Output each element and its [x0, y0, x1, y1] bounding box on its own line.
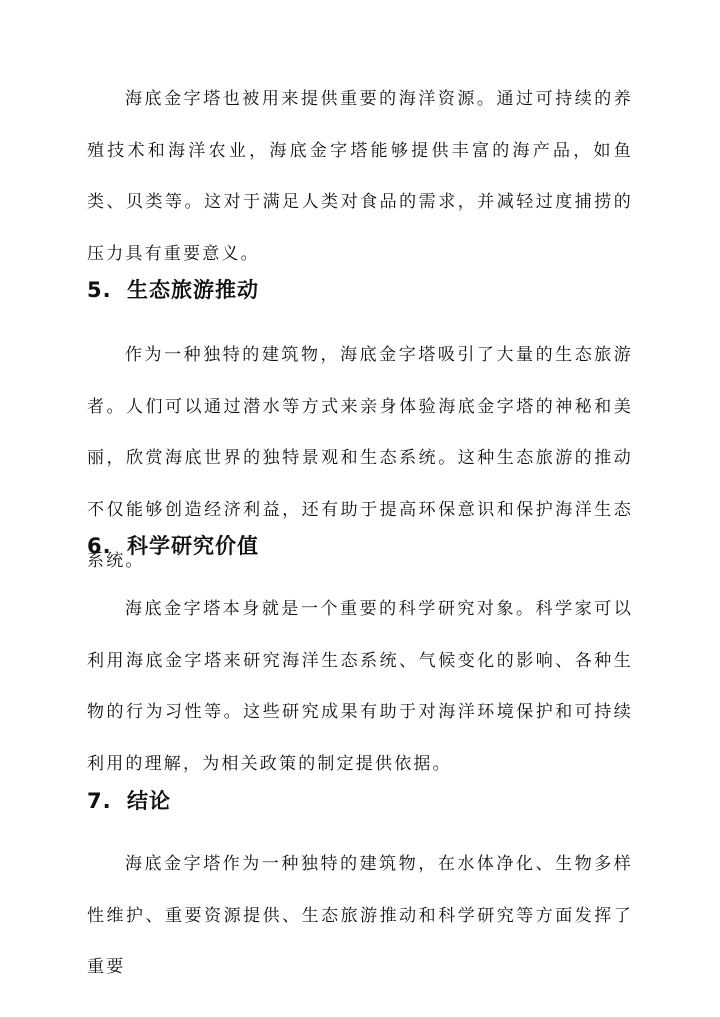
- section-title: 结论: [127, 789, 171, 813]
- section-heading-5: [87, 275, 633, 305]
- section-heading-6: [87, 531, 633, 561]
- section-heading-7: [87, 786, 633, 816]
- section-title: 科学研究价值: [127, 534, 259, 558]
- paragraph-marine-resources: 海底金字塔也被用来提供重要的海洋资源。通过可持续的养殖技术和海洋农业，海底金字塔能够提供丰富的海产品，如鱼类、贝类等。这对于满足人类对食品的需求，并减轻过度捕捞的压力具有重要意义。: [87, 89, 633, 264]
- paragraph-scientific-research: 海底金字塔本身就是一个重要的科学研究对象。科学家可以利用海底金字塔来研究海洋生态系统、气候变化的影响、各种生物的行为习性等。这些研究成果有助于对海洋环境保护和可持续利用的理解，为相关政策的制定提供依据。: [87, 599, 633, 774]
- section-title: 生态旅游推动: [127, 278, 259, 302]
- paragraph-eco-tourism: 作为一种独特的建筑物，海底金字塔吸引了大量的生态旅游者。人们可以通过潜水等方式来亲身体验海底金字塔的神秘和美丽，欣赏海底世界的独特景观和生态系统。这种生态旅游的推动不仅能够创造经济利益，还有助于提高环保意识和保护海洋生态系统。: [87, 345, 633, 571]
- section-number: 7.: [87, 789, 112, 813]
- section-number: 5.: [87, 278, 112, 302]
- paragraph-conclusion: 海底金字塔作为一种独特的建筑物，在水体净化、生物多样性维护、重要资源提供、生态旅游推动和科学研究等方面发挥了重要: [87, 854, 633, 977]
- section-number: 6.: [87, 534, 112, 558]
